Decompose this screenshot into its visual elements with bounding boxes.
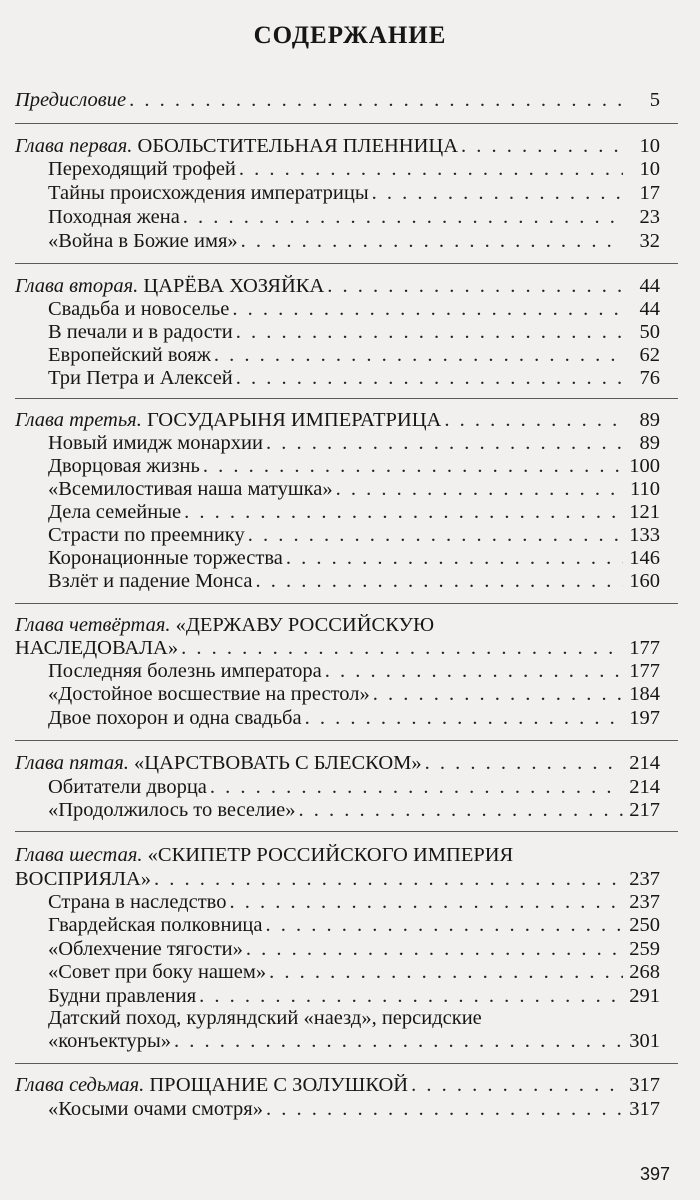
page-ref: 89	[639, 409, 660, 431]
section-entry[interactable]	[48, 477, 660, 501]
section-title: «Продолжилось то веселие»	[48, 799, 296, 821]
chapter-entry[interactable]	[15, 1073, 660, 1097]
page-ref: 237	[629, 891, 660, 913]
leader-dots	[246, 937, 623, 961]
preface-label: Предисловие	[15, 89, 127, 111]
page-ref: 317	[629, 1098, 660, 1120]
leader-dots	[373, 682, 623, 706]
section-title: Обитатели дворца	[48, 776, 207, 798]
leader-dots	[255, 569, 623, 593]
page-ref: 44	[639, 275, 660, 297]
chapter-title-line2: НАСЛЕДОВАЛА»	[15, 637, 179, 659]
section-title: «Всемилостивая наша матушка»	[48, 478, 333, 500]
section-entry[interactable]	[48, 205, 660, 229]
leader-dots	[325, 659, 623, 683]
leader-dots	[444, 408, 623, 432]
section-entry[interactable]	[48, 454, 660, 478]
section-entry[interactable]	[48, 500, 660, 524]
divider	[15, 263, 678, 264]
section-title-line2: «конъектуры»	[48, 1030, 171, 1052]
chapter-label: Глава седьмая.	[15, 1074, 145, 1096]
leader-dots	[232, 297, 623, 321]
chapter-label: Глава пятая.	[15, 752, 129, 774]
section-entry[interactable]	[48, 706, 660, 730]
section-title: «Война в Божие имя»	[48, 230, 238, 252]
leader-dots	[229, 890, 623, 914]
section-title: «Облехчение тягости»	[48, 938, 243, 960]
leader-dots	[239, 157, 623, 181]
section-title: Коронационные торжества	[48, 547, 283, 569]
section-title: Три Петра и Алексей	[48, 367, 233, 389]
preface-entry[interactable]	[15, 88, 660, 112]
section-entry[interactable]	[48, 320, 660, 344]
page-ref: 268	[629, 961, 660, 983]
section-entry[interactable]	[48, 431, 660, 455]
section-entry[interactable]	[48, 343, 660, 367]
section-title: Страна в наследство	[48, 891, 227, 913]
section-entry[interactable]	[48, 181, 660, 205]
section-entry[interactable]	[48, 960, 660, 984]
chapter-title: ГОСУДАРЫНЯ ИМПЕРАТРИЦА	[146, 409, 442, 431]
leader-dots	[269, 960, 623, 984]
chapter-entry[interactable]	[15, 751, 660, 775]
chapter-entry[interactable]	[15, 274, 660, 298]
divider	[15, 603, 678, 604]
chapter-title: ПРОЩАНИЕ С ЗОЛУШКОЙ	[149, 1074, 409, 1096]
section-title: Страсти по преемнику	[48, 524, 245, 546]
page-ref: 50	[639, 321, 660, 343]
page-ref: 121	[629, 501, 660, 523]
section-title: Гвардейская полковница	[48, 914, 263, 936]
section-entry[interactable]	[48, 659, 660, 683]
section-title: Будни правления	[48, 985, 197, 1007]
page-ref: 160	[629, 570, 660, 592]
section-title: «Достойное восшествие на престол»	[48, 683, 370, 705]
chapter-heading-line[interactable]	[15, 843, 513, 867]
leader-dots	[336, 477, 623, 501]
section-title: Взлёт и падение Монса	[48, 570, 253, 592]
section-entry[interactable]	[48, 775, 660, 799]
section-entry[interactable]	[48, 1097, 660, 1121]
section-title: Дворцовая жизнь	[48, 455, 200, 477]
page-ref: 291	[629, 985, 660, 1007]
section-title: Дела семейные	[48, 501, 182, 523]
leader-dots	[174, 1029, 623, 1053]
chapter-label: Глава четвёртая.	[15, 614, 171, 636]
divider	[15, 398, 678, 399]
divider	[15, 123, 678, 124]
toc-title: СОДЕРЖАНИЕ	[253, 22, 447, 49]
divider	[15, 740, 678, 741]
section-title: «Совет при боку нашем»	[48, 961, 267, 983]
chapter-label: Глава вторая.	[15, 275, 139, 297]
leader-dots	[181, 636, 623, 660]
page-ref: 184	[629, 683, 660, 705]
leader-dots	[286, 546, 623, 570]
leader-dots	[425, 751, 623, 775]
page-ref: 317	[629, 1074, 660, 1096]
section-entry[interactable]	[48, 798, 660, 822]
page-ref: 301	[629, 1030, 660, 1052]
section-title: Тайны происхождения императрицы	[48, 182, 369, 204]
page-ref: 259	[629, 938, 660, 960]
section-title: Европейский вояж	[48, 344, 211, 366]
chapter-label: Глава третья.	[15, 409, 142, 431]
leader-dots	[299, 798, 623, 822]
chapter-title-line2: ВОСПРИЯЛА»	[15, 868, 152, 890]
section-entry[interactable]	[48, 523, 660, 547]
chapter-title-line1: «ДЕРЖАВУ РОССИЙСКУЮ	[175, 614, 435, 636]
chapter-label: Глава первая.	[15, 135, 133, 157]
chapter-entry[interactable]	[15, 408, 660, 432]
section-entry[interactable]	[48, 366, 660, 390]
page-ref: 110	[630, 478, 660, 500]
page-ref: 89	[639, 432, 660, 454]
section-entry[interactable]	[48, 297, 660, 321]
chapter-label: Глава шестая.	[15, 844, 143, 866]
page-number: 397	[639, 1164, 670, 1184]
leader-dots	[154, 867, 623, 891]
section-entry[interactable]	[48, 913, 660, 937]
section-entry[interactable]	[48, 229, 660, 253]
leader-dots	[411, 1073, 623, 1097]
leader-dots	[183, 205, 623, 229]
page-ref: 5	[649, 89, 660, 111]
chapter-heading-line[interactable]	[15, 613, 434, 637]
section-title-line1[interactable]: Датский поход, курляндский «наезд», персидские	[48, 1007, 482, 1029]
chapter-entry[interactable]	[15, 134, 660, 158]
section-title: Походная жена	[48, 206, 180, 228]
page-ref: 76	[639, 367, 660, 389]
page-ref: 177	[629, 637, 660, 659]
section-entry[interactable]	[48, 1029, 660, 1053]
page-ref: 32	[639, 230, 660, 252]
page-ref: 10	[639, 135, 660, 157]
chapter-entry[interactable]	[15, 636, 660, 660]
leader-dots	[266, 431, 623, 455]
leader-dots	[236, 320, 623, 344]
chapter-title: «ЦАРСТВОВАТЬ С БЛЕСКОМ»	[134, 752, 422, 774]
section-entry[interactable]	[48, 890, 660, 914]
leader-dots	[214, 343, 623, 367]
page-ref: 237	[629, 868, 660, 890]
leader-dots	[372, 181, 623, 205]
page-ref: 214	[629, 752, 660, 774]
leader-dots	[248, 523, 623, 547]
section-title: Переходящий трофей	[48, 158, 236, 180]
leader-dots	[236, 366, 623, 390]
page-ref: 250	[629, 914, 660, 936]
page-ref: 10	[639, 158, 660, 180]
section-entry[interactable]	[48, 984, 660, 1008]
leader-dots	[266, 1097, 623, 1121]
page-ref: 23	[639, 206, 660, 228]
page-ref: 44	[639, 298, 660, 320]
leader-dots	[184, 500, 623, 524]
page-ref: 177	[629, 660, 660, 682]
leader-dots	[305, 706, 623, 730]
section-title: Двое похорон и одна свадьба	[48, 707, 302, 729]
section-title: «Косыми очами смотря»	[48, 1098, 263, 1120]
section-title: Новый имидж монархии	[48, 432, 263, 454]
leader-dots	[210, 775, 623, 799]
chapter-title-line1: «СКИПЕТР РОССИЙСКОГО ИМПЕРИЯ	[147, 844, 514, 866]
section-title: Последняя болезнь императора	[48, 660, 322, 682]
leader-dots	[266, 913, 624, 937]
leader-dots	[461, 134, 623, 158]
leader-dots	[203, 454, 623, 478]
section-entry[interactable]	[48, 937, 660, 961]
page-ref: 146	[629, 547, 660, 569]
page-ref: 133	[629, 524, 660, 546]
page-ref: 62	[639, 344, 660, 366]
page-ref: 100	[629, 455, 660, 477]
section-title: Свадьба и новоселье	[48, 298, 230, 320]
page-ref: 197	[629, 707, 660, 729]
chapter-title: ОБОЛЬСТИТЕЛЬНАЯ ПЛЕННИЦА	[137, 135, 459, 157]
section-entry[interactable]	[48, 157, 660, 181]
section-entry[interactable]	[48, 546, 660, 570]
leader-dots	[327, 274, 623, 298]
section-entry[interactable]	[48, 569, 660, 593]
chapter-entry[interactable]	[15, 867, 660, 891]
leader-dots	[129, 88, 623, 112]
page-ref: 214	[629, 776, 660, 798]
page-ref: 217	[629, 799, 660, 821]
section-entry[interactable]	[48, 682, 660, 706]
leader-dots	[241, 229, 623, 253]
page-ref: 17	[639, 182, 660, 204]
chapter-title: ЦАРЁВА ХОЗЯЙКА	[143, 275, 325, 297]
section-title: В печали и в радости	[48, 321, 233, 343]
leader-dots	[199, 984, 623, 1008]
divider	[15, 1063, 678, 1064]
divider	[15, 831, 678, 832]
